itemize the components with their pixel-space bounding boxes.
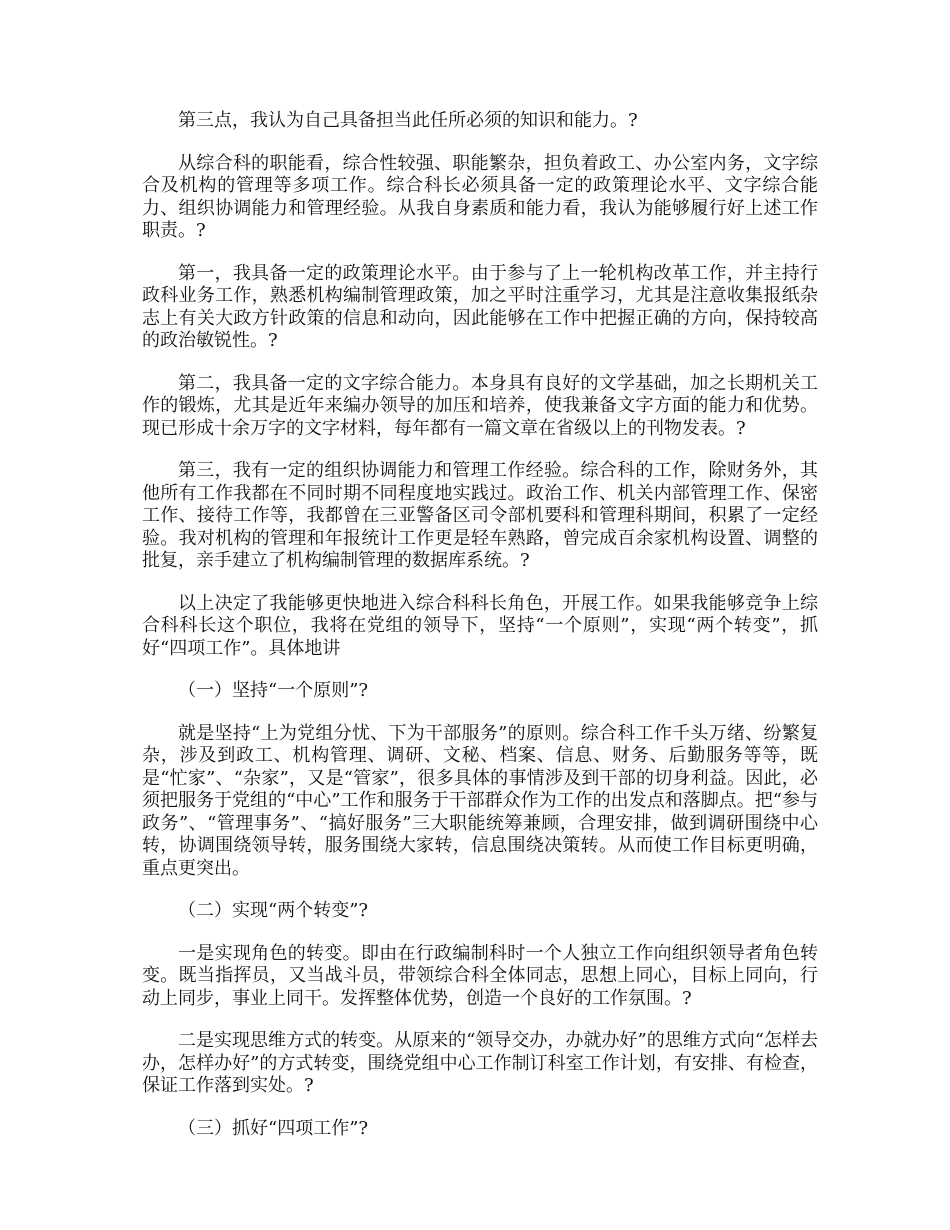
paragraph: 第三点，我认为自己具备担当此任所必须的知识和能力。? [178,110,638,131]
section-heading: （一）坚持“一个原则”? [178,680,369,701]
paragraph: 二是实现思维方式的转变。从原来的“领导交办，办就办好”的思维方式向“怎样去办，怎样办好”的方式转变，围绕党组中心工作制订科室工作计划，有安排、有检查，保证工作落到实处。? [142,1030,818,1096]
paragraph: 第一，我具备一定的政策理论水平。由于参与了上一轮机构改革工作，并主持行政科业务工作，熟悉机构编制管理政策，加之平时注重学习，尤其是注意收集报纸杂志上有关大政方针政策的信息和动向，因此能够在工作中把握正确的方向，保持较高的政治敏锐性。? [142,262,818,351]
section-heading: （二）实现“两个转变”? [178,900,369,921]
section-heading: （三）抓好“四项工作”? [178,1117,369,1139]
paragraph: 就是坚持“上为党组分忧、下为干部服务”的原则。综合科工作千头万绪、纷繁复杂，涉及到政工、机构管理、调研、文秘、档案、信息、财务、后勤服务等等，既是“忙家”、“杂家”，又是“管家”，很多具体的事情涉及到干部的切身利益。因此，必须把服务于党组的“中心”工作和服务于干部群众作为工作的出发点和落脚点。把“参与政务”、“管理事务”、“搞好服务”三大职能统筹兼顾，合理安排，做到调研围绕中心转，协调围绕领导转，服务围绕大家转，信息围绕决策转。从而使工作目标更明确，重点更突出。 [142,722,818,879]
paragraph: 第二，我具备一定的文字综合能力。本身具有良好的文学基础，加之长期机关工作的锻炼，尤其是近年来编办领导的加压和培养，使我兼备文字方面的能力和优势。现已形成十余万字的文字材料，每年都有一篇文章在省级以上的刊物发表。? [142,372,818,439]
paragraph: 一是实现角色的转变。即由在行政编制科时一个人独立工作向组织领导者角色转变。既当指挥员，又当战斗员，带领综合科全体同志，思想上同心，目标上同向，行动上同步，事业上同干。发挥整体优势，创造一个良好的工作氛围。? [142,942,818,1009]
paragraph: 从综合科的职能看，综合性较强、职能繁杂，担负着政工、办公室内务，文字综合及机构的管理等多项工作。综合科长必须具备一定的政策理论水平、文字综合能力、组织协调能力和管理经验。从我自身素质和能力看，我认为能够履行好上述工作职责。? [142,152,818,241]
paragraph: 第三，我有一定的组织协调能力和管理工作经验。综合科的工作，除财务外，其他所有工作我都在不同时期不同程度地实践过。政治工作、机关内部管理工作、保密工作、接待工作等，我都曾在三亚警备区司令部机要科和管理科期间，积累了一定经验。我对机构的管理和年报统计工作更是轻车熟路，曾完成百余家机构设置、调整的批复，亲手建立了机构编制管理的数据库系统。? [142,460,818,571]
document-body [142,110,818,1160]
paragraph: 以上决定了我能够更快地进入综合科科长角色，开展工作。如果我能够竞争上综合科科长这个职位，我将在党组的领导下，坚持“一个原则”，实现“两个转变”，抓好“四项工作”。具体地讲 [142,592,818,659]
